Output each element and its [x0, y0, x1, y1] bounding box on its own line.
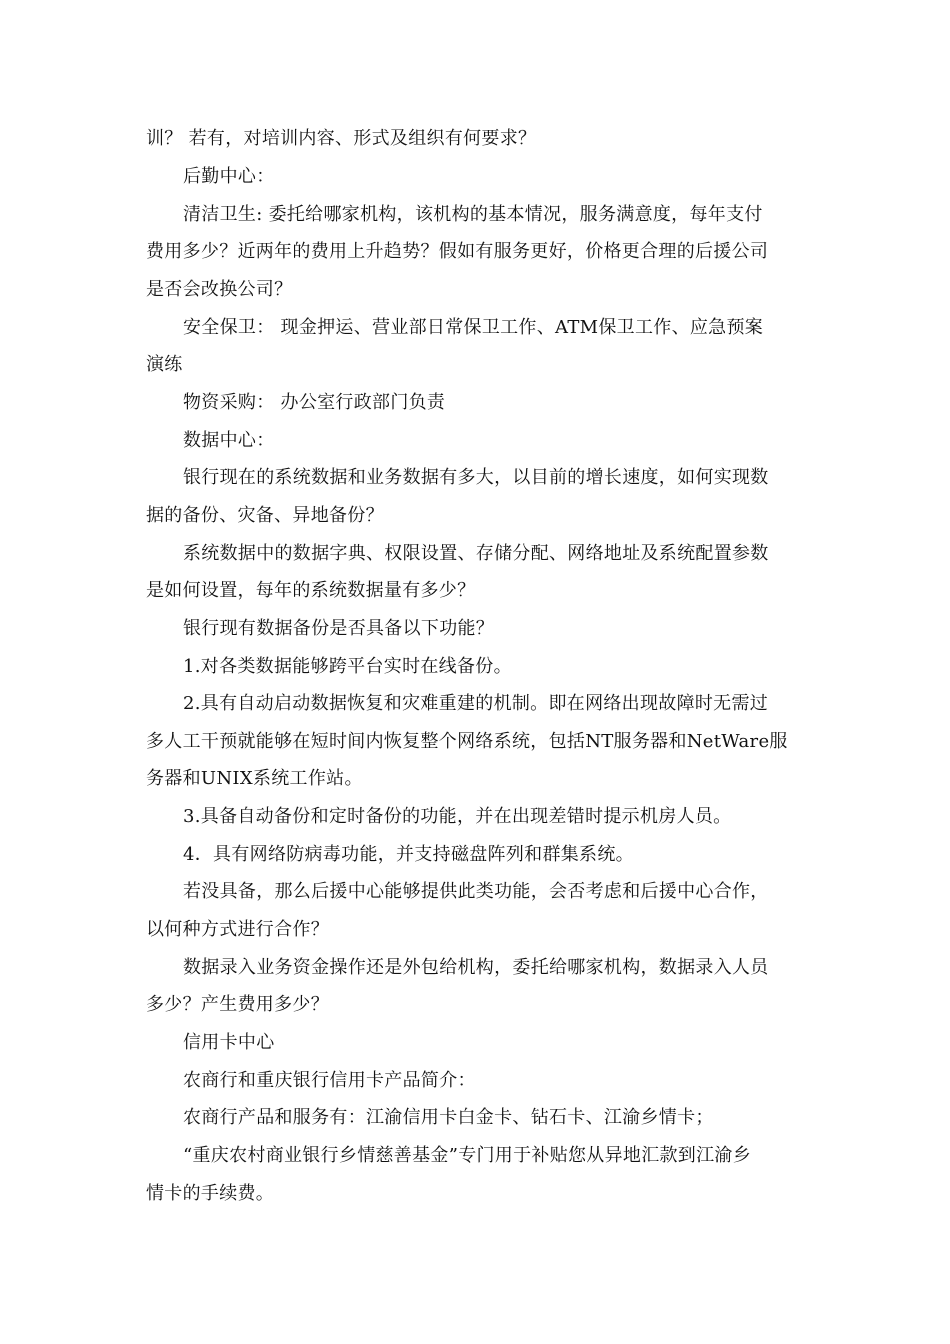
text-line-27: 农商行产品和服务有：江渝信用卡白金卡、钻石卡、江渝乡情卡；: [183, 1107, 714, 1128]
text-line-29: 情卡的手续费。: [146, 1183, 275, 1204]
text-line-8: 物资采购： 办公室行政部门负责: [183, 392, 446, 413]
text-line-24: 多少？产生费用多少？: [146, 994, 329, 1015]
text-line-7: 演练: [146, 354, 183, 375]
text-line-12: 系统数据中的数据字典、权限设置、存储分配、网络地址及系统配置参数: [183, 543, 769, 564]
list-item-3: 3.具备自动备份和定时备份的功能，并在出现差错时提示机房人员。: [183, 806, 732, 827]
text-line-6: 安全保卫： 现金押运、营业部日常保卫工作、ATM保卫工作、应急预案: [183, 317, 764, 338]
list-item-1: 1.对各类数据能够跨平台实时在线备份。: [183, 656, 512, 677]
text-line-28: “重庆农村商业银行乡情慈善基金”专门用于补贴您从异地汇款到江渝乡: [183, 1145, 752, 1166]
text-line-5: 是否会改换公司？: [146, 279, 293, 300]
list-item-2-cont-2: 务器和UNIX系统工作站。: [146, 768, 363, 789]
list-item-2-cont-1: 多人工干预就能够在短时间内恢复整个网络系统，包括NT服务器和NetWare服: [146, 731, 788, 752]
text-line-1: 训？ 若有，对培训内容、形式及组织有何要求？: [146, 128, 537, 149]
list-item-4: 4．具有网络防病毒功能，并支持磁盘阵列和群集系统。: [183, 844, 634, 865]
text-line-3: 清洁卫生: 委托给哪家机构，该机构的基本情况，服务满意度，每年支付: [183, 204, 763, 225]
heading-logistics-center: 后勤中心：: [183, 166, 275, 187]
text-line-14: 银行现有数据备份是否具备以下功能？: [183, 618, 495, 639]
text-line-10: 银行现在的系统数据和业务数据有多大，以目前的增长速度，如何实现数: [183, 467, 769, 488]
text-line-13: 是如何设置，每年的系统数据量有多少？: [146, 580, 476, 601]
text-line-11: 据的备份、灾备、异地备份？: [146, 505, 384, 526]
list-item-2: 2.具有自动启动数据恢复和灾难重建的机制。即在网络出现故障时无需过: [183, 693, 769, 714]
text-line-26: 农商行和重庆银行信用卡产品简介：: [183, 1070, 476, 1091]
text-line-23: 数据录入业务资金操作还是外包给机构，委托给哪家机构，数据录入人员: [183, 957, 769, 978]
heading-credit-card-center: 信用卡中心: [183, 1032, 275, 1053]
text-line-22: 以何种方式进行合作？: [146, 919, 329, 940]
text-line-4: 费用多少？近两年的费用上升趋势？假如有服务更好，价格更合理的后援公司: [146, 241, 769, 262]
text-line-21: 若没具备，那么后援中心能够提供此类功能，会否考虑和后援中心合作，: [183, 881, 769, 902]
heading-data-center: 数据中心：: [183, 430, 275, 451]
